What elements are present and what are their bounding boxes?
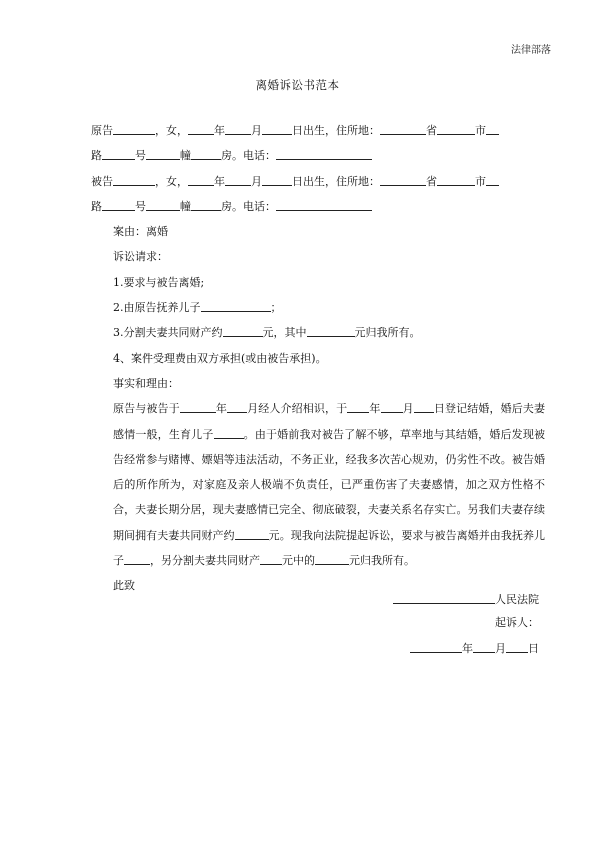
plaintiff-phone-blank[interactable] [276, 145, 372, 160]
date-line [410, 638, 539, 656]
facts-text: 元中的 [282, 554, 315, 568]
plaintiff-line-2 [91, 143, 545, 168]
defendant-building-blank[interactable] [191, 196, 221, 211]
defendant-line-2 [91, 194, 545, 219]
defendant-district-blank[interactable] [486, 171, 499, 186]
defendant-gender: ，女， [155, 174, 188, 188]
plaintiff-building-blank[interactable] [191, 145, 221, 160]
plaintiff-province-blank[interactable] [380, 120, 426, 135]
son-custody-blank[interactable] [124, 550, 150, 565]
building-label: 幢 [180, 149, 191, 163]
claim-4: 4、案件受理费由双方承担(或由被告承担)。 [113, 351, 327, 365]
property-split-blank[interactable] [260, 550, 282, 565]
plaintiff-signature: 起诉人： [495, 616, 539, 629]
brand-label: 法律部落 [511, 45, 551, 56]
married-month-blank[interactable] [381, 398, 403, 413]
road-label: 路 [91, 199, 102, 213]
facts-text: 原告与被告于 [113, 402, 180, 416]
closing: 此致 [113, 579, 135, 593]
claim-1: 1.要求与被告离婚; [113, 275, 205, 289]
defendant-month-blank[interactable] [225, 171, 251, 186]
claim-3-share-blank[interactable] [307, 322, 355, 337]
city-label: 市 [475, 124, 486, 137]
number-label: 号 [135, 149, 146, 163]
date-month-label: 月 [495, 642, 506, 655]
plaintiff-city-blank[interactable] [437, 120, 475, 135]
defendant-day-blank[interactable] [262, 171, 292, 186]
defendant-phone-blank[interactable] [276, 196, 372, 211]
document-body [91, 118, 545, 599]
date-day-blank[interactable] [506, 638, 528, 653]
court-line [393, 589, 539, 607]
case-cause: 案由：离婚 [113, 225, 168, 239]
plaintiff-line-1 [91, 118, 545, 143]
son-name-blank[interactable] [214, 424, 244, 439]
number-label: 号 [135, 199, 146, 213]
claim-3-total-blank[interactable] [223, 322, 263, 337]
plaintiff-month-blank[interactable] [225, 120, 251, 135]
property-total-blank[interactable] [235, 525, 269, 540]
facts-text: 月经人介绍相识，于 [247, 402, 348, 416]
facts-text: 。由于婚前我对被告了解不够，草率地与其结婚，婚后发现被告经常参与赌博、嫖娼等违法活动，不务正业，经我多次苦心规劝，仍劣性不改。被告婚后的所作所为，对家庭及亲人极端不负责任，已严重伤害了夫妻感情，加之双方性格不合，夫妻长期分居，现夫妻感情已完全、彻底破裂，夫妻关系名存实亡。另我们夫妻存续期间拥有夫妻共同财产约 [113, 427, 545, 542]
claim-3-text: 3.分割夫妻共同财产约 [113, 326, 223, 340]
facts-heading: 事实和理由： [113, 376, 179, 390]
province-label: 省 [426, 174, 437, 188]
facts-text: ，另分割夫妻共同财产 [150, 554, 260, 568]
court-name-blank[interactable] [393, 589, 495, 604]
claim-3-text-3: 元归我所有。 [354, 326, 421, 340]
plaintiff-district-blank[interactable] [486, 120, 499, 135]
facts-text: 元。现我向法院提起诉讼，要求与被告离婚并由我抚养儿子 [113, 528, 546, 568]
claim-2 [91, 295, 545, 320]
defendant-road-blank[interactable] [102, 196, 135, 211]
defendant-year-blank[interactable] [188, 171, 214, 186]
date-year-blank[interactable] [410, 638, 462, 653]
facts-text: 年 [215, 402, 227, 416]
met-month-blank[interactable] [227, 398, 247, 413]
defendant-name-blank[interactable] [113, 171, 155, 186]
plaintiff-day-blank[interactable] [262, 120, 292, 135]
plaintiff-road-blank[interactable] [102, 145, 135, 160]
date-year-label: 年 [462, 642, 473, 655]
property-share-blank[interactable] [315, 550, 349, 565]
facts-text: 元归我所有。 [349, 554, 415, 568]
room-phone-label: 房。电话： [221, 149, 276, 163]
province-label: 省 [426, 124, 437, 137]
facts-text: 年 [369, 402, 381, 416]
road-label: 路 [91, 149, 102, 163]
defendant-line-1 [91, 169, 545, 194]
met-year-blank[interactable] [180, 398, 216, 413]
plaintiff-number-blank[interactable] [146, 145, 180, 160]
month-label: 月 [251, 174, 262, 188]
claim-2-text: 2.由原告抚养儿子 [113, 301, 201, 315]
year-label: 年 [214, 174, 225, 188]
claim-3 [91, 320, 545, 345]
claim-2-punct: ； [270, 301, 282, 315]
facts-paragraph [91, 396, 545, 573]
year-label: 年 [214, 124, 225, 137]
claims-heading: 诉讼请求： [113, 250, 168, 264]
plaintiff-gender: ，女， [155, 124, 188, 137]
claim-3-text-2: 元，其中 [262, 326, 307, 340]
defendant-label: 被告 [91, 174, 113, 188]
birth-label: 日出生，住所地： [292, 174, 380, 188]
married-day-blank[interactable] [414, 398, 434, 413]
birth-label: 日出生，住所地： [292, 124, 380, 137]
plaintiff-year-blank[interactable] [188, 120, 214, 135]
facts-text: 日登记结婚，婚后夫妻感情一般，生育儿子 [113, 402, 545, 441]
city-label: 市 [475, 174, 486, 188]
building-label: 幢 [180, 199, 191, 213]
room-phone-label: 房。电话： [221, 199, 276, 213]
facts-text: 月 [402, 402, 414, 416]
date-day-label: 日 [528, 642, 539, 655]
defendant-number-blank[interactable] [146, 196, 180, 211]
document-title: 离婚诉讼书范本 [255, 78, 340, 92]
plaintiff-name-blank[interactable] [113, 120, 155, 135]
claim-2-blank[interactable] [201, 297, 271, 312]
court-label: 人民法院 [495, 593, 539, 606]
plaintiff-label: 原告 [91, 124, 113, 137]
date-month-blank[interactable] [473, 638, 495, 653]
defendant-province-blank[interactable] [380, 171, 426, 186]
month-label: 月 [251, 124, 262, 137]
defendant-city-blank[interactable] [437, 171, 475, 186]
married-year-blank[interactable] [347, 398, 369, 413]
